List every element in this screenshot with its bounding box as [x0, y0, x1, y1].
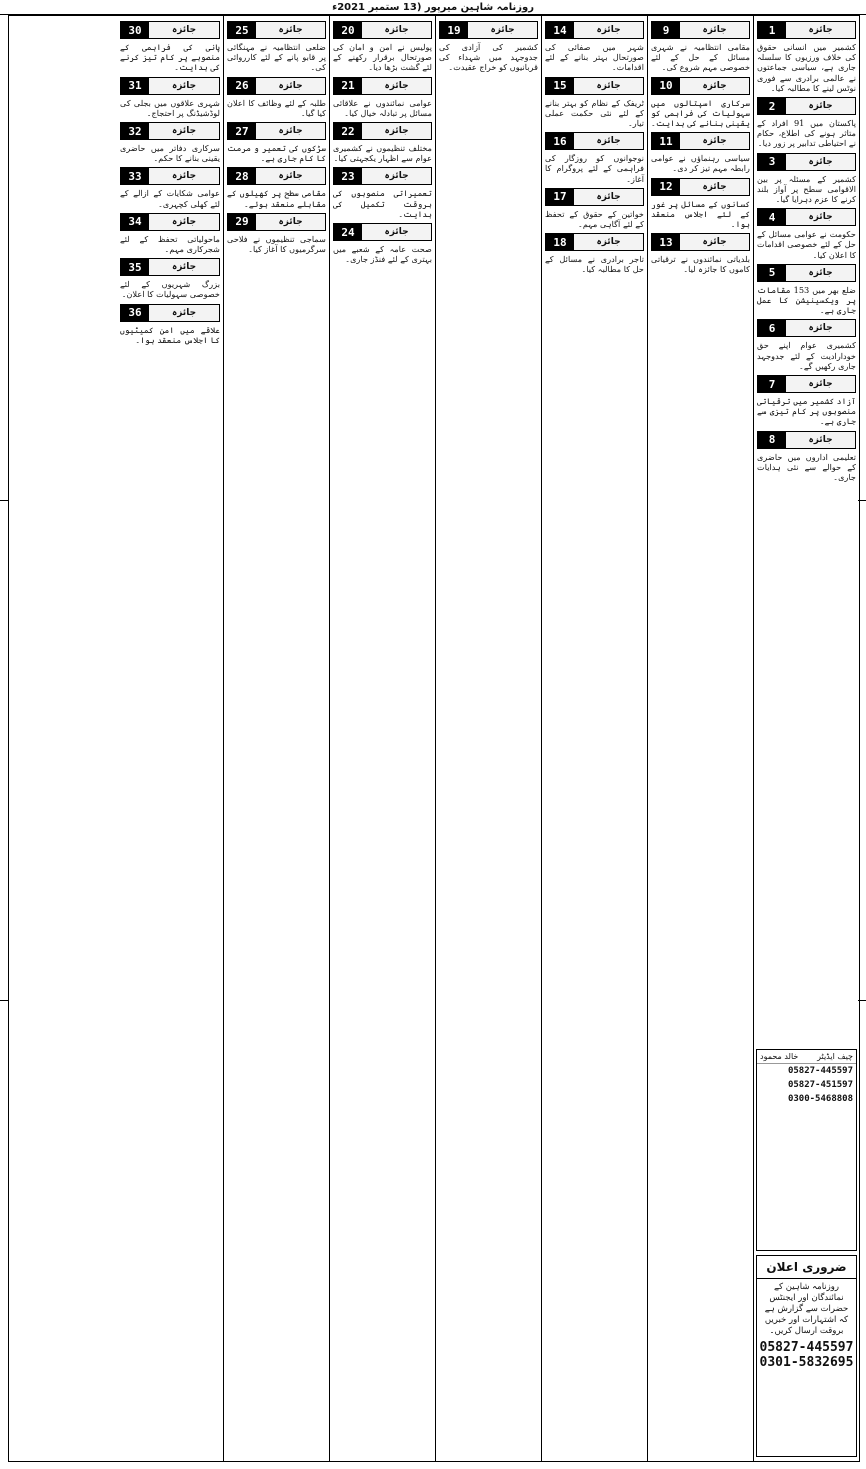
item-number: 4: [758, 209, 786, 225]
item-header: [333, 77, 432, 95]
item-text: کشمیری عوام اپنے حق خودارادیت کے لئے جدوجہد جاری رکھیں گے۔: [757, 340, 856, 371]
news-item: [227, 77, 326, 118]
item-text: سرکاری اسپتالوں میں سہولیات کی فراہمی کو یقینی بنانے کی ہدایت۔: [651, 97, 750, 129]
item-text: تاجر برادری نے مسائل کے حل کا مطالبہ کیا۔: [545, 254, 644, 275]
crop-mark: [858, 1000, 866, 1001]
item-number: 14: [546, 22, 574, 38]
news-item: [757, 208, 856, 260]
item-text: کسانوں کے مسائل پر غور کے لئے اجلاس منعقد ہوا۔: [651, 198, 750, 230]
news-item: [227, 213, 326, 254]
item-number: 36: [121, 305, 149, 321]
item-text: نوجوانوں کو روزگار کی فراہمی کے لئے پروگرام کا آغاز۔: [545, 153, 644, 184]
item-keyword: جائزہ: [171, 171, 197, 182]
item-keyword: جائزہ: [808, 156, 833, 167]
news-column: [223, 16, 329, 1461]
item-keyword: جائزہ: [384, 227, 409, 238]
item-keyword: جائزہ: [596, 237, 621, 248]
item-header: [227, 213, 326, 231]
news-item: [651, 132, 750, 173]
item-number: 32: [121, 123, 149, 139]
item-header: [757, 153, 856, 171]
item-keyword: جائزہ: [808, 323, 833, 334]
item-header: [651, 233, 750, 251]
news-item: [120, 213, 220, 254]
item-number: 18: [546, 234, 574, 250]
item-header: [545, 21, 644, 39]
item-keyword: جائزہ: [808, 212, 833, 223]
news-item: [120, 122, 220, 163]
item-text: صحت عامہ کے شعبے میں بہتری کے لئے فنڈز جاری۔: [333, 244, 432, 265]
item-keyword: جائزہ: [702, 80, 727, 91]
item-number: 10: [652, 78, 680, 94]
news-item: [333, 167, 432, 219]
news-item: [651, 233, 750, 274]
news-item: [545, 233, 644, 274]
item-header: [120, 21, 220, 39]
item-header: [333, 223, 432, 241]
item-keyword: جائزہ: [278, 126, 303, 137]
item-header: [545, 132, 644, 150]
item-text: مقامی سطح پر کھیلوں کے مقابلے منعقد ہوئے۔: [227, 188, 326, 209]
item-text: ضلع بھر میں 153 مقامات پر ویکسینیشن کا عمل جاری ہے۔: [757, 284, 856, 316]
item-text: پانی کی فراہمی کے منصوبے پر کام تیز کرنے کی ہدایت۔: [120, 42, 220, 73]
announcement-box: [756, 1255, 857, 1457]
item-header: [227, 21, 326, 39]
item-keyword: جائزہ: [278, 216, 303, 227]
news-column: [329, 16, 435, 1461]
item-text: بلدیاتی نمائندوں نے ترقیاتی کاموں کا جائزہ لیا۔: [651, 254, 750, 275]
item-text: ضلعی انتظامیہ نے مہنگائی پر قابو پانے کے لئے کارروائی کی۔: [227, 42, 326, 73]
item-header: [120, 122, 220, 140]
item-number: 31: [121, 78, 149, 94]
item-text: مقامی انتظامیہ نے شہری مسائل کے حل کے لئے خصوصی مہم شروع کی۔: [651, 42, 750, 73]
item-keyword: جائزہ: [171, 80, 197, 91]
item-number: 16: [546, 133, 574, 149]
item-keyword: جائزہ: [278, 171, 303, 182]
item-header: [757, 21, 856, 39]
item-header: [651, 132, 750, 150]
news-item: [757, 375, 856, 427]
item-number: 25: [228, 22, 256, 38]
news-item: [120, 167, 220, 208]
item-text: عوامی شکایات کے ازالے کے لئے کھلی کچہری۔: [120, 188, 220, 209]
item-text: خواتین کے حقوق کے تحفظ کے لئے آگاہی مہم۔: [545, 208, 644, 230]
news-column: [753, 16, 859, 1461]
news-item: [227, 167, 326, 208]
staff-credits: [756, 1049, 857, 1251]
crop-mark: [858, 500, 866, 501]
item-text: کشمیر میں انسانی حقوق کی خلاف ورزیوں کا سلسلہ جاری ہے، سیاسی جماعتوں نے عالمی برادری سے فوری نوٹس لینے کا مطالبہ کیا۔: [757, 42, 856, 93]
item-keyword: جائزہ: [702, 181, 727, 192]
item-number: 9: [652, 22, 680, 38]
item-header: [545, 188, 644, 206]
item-keyword: جائزہ: [808, 379, 833, 390]
item-number: 34: [121, 214, 149, 230]
item-number: 13: [652, 234, 680, 250]
item-number: 8: [758, 432, 786, 448]
item-keyword: جائزہ: [171, 307, 197, 318]
item-number: 27: [228, 123, 256, 139]
item-text: حکومت نے عوامی مسائل کے حل کے لئے خصوصی اقدامات کا اعلان کیا۔: [757, 229, 856, 260]
item-header: [439, 21, 538, 39]
news-item: [227, 122, 326, 163]
news-item: [120, 21, 220, 73]
crop-mark: [0, 500, 8, 501]
item-number: 15: [546, 78, 574, 94]
item-number: 1: [758, 22, 786, 38]
news-item: [757, 431, 856, 483]
announcement-text: روزنامہ شاہین کے نمائندگان اور ایجنٹس حضرات سے گزارش ہے کہ اشتہارات اور خبریں بروقت ارسال کریں۔: [764, 1282, 849, 1336]
item-number: 33: [121, 168, 149, 184]
item-keyword: جائزہ: [278, 80, 303, 91]
item-number: 29: [228, 214, 256, 230]
news-item: [333, 223, 432, 264]
crop-mark: [0, 1000, 8, 1001]
phone-number: 05827-451597: [787, 1080, 853, 1090]
item-header: [651, 77, 750, 95]
item-keyword: جائزہ: [278, 25, 303, 35]
item-header: [757, 208, 856, 226]
news-column: [541, 16, 647, 1461]
item-keyword: جائزہ: [596, 80, 621, 91]
item-header: [120, 77, 220, 95]
news-item: [545, 21, 644, 73]
item-number: 21: [334, 78, 362, 94]
item-number: 22: [334, 123, 362, 139]
item-keyword: جائزہ: [702, 25, 727, 35]
item-keyword: جائزہ: [702, 237, 727, 248]
item-text: سیاسی رہنماؤں نے عوامی رابطہ مہم تیز کر دی۔: [651, 153, 750, 174]
item-number: 30: [121, 22, 149, 38]
item-text: طلبہ کے لئے وظائف کا اعلان کیا گیا۔: [227, 97, 326, 118]
item-keyword: جائزہ: [808, 267, 833, 278]
item-number: 5: [758, 265, 786, 281]
item-keyword: جائزہ: [171, 262, 197, 273]
news-item: [227, 21, 326, 73]
news-column: [647, 16, 753, 1461]
announcement-phone: 05827-445597: [759, 1340, 854, 1355]
item-text: شہر میں صفائی کی صورتحال بہتر بنانے کے لئے اقدامات۔: [545, 42, 644, 73]
item-text: تعمیراتی منصوبوں کی بروقت تکمیل کی ہدایت۔: [333, 188, 432, 219]
news-item: [120, 304, 220, 345]
item-keyword: جائزہ: [171, 126, 197, 137]
news-item: [333, 122, 432, 163]
item-number: 6: [758, 320, 786, 336]
item-header: [227, 77, 326, 95]
item-header: [651, 21, 750, 39]
item-header: [333, 122, 432, 140]
item-header: [120, 213, 220, 231]
item-keyword: جائزہ: [171, 25, 197, 35]
item-number: 17: [546, 189, 574, 205]
news-item: [757, 153, 856, 205]
item-text: سڑکوں کی تعمیر و مرمت کا کام جاری ہے۔: [227, 143, 326, 164]
announcement-title: ضروری اعلان: [757, 1256, 856, 1279]
item-text: سرکاری دفاتر میں حاضری یقینی بنانے کا حکم۔: [120, 143, 220, 164]
item-keyword: جائزہ: [596, 191, 621, 202]
item-keyword: جائزہ: [702, 136, 727, 147]
item-text: عوامی نمائندوں نے علاقائی مسائل پر تبادلہ خیال کیا۔: [333, 97, 432, 118]
item-number: 7: [758, 376, 786, 392]
news-item: [651, 21, 750, 73]
item-keyword: جائزہ: [171, 216, 197, 227]
item-header: [120, 167, 220, 185]
item-text: کشمیر کے مسئلہ پر بین الاقوامی سطح پر آواز بلند کرنے کا عزم دہرایا گیا۔: [757, 173, 856, 205]
item-keyword: جائزہ: [490, 25, 515, 35]
item-number: 24: [334, 224, 362, 240]
item-number: 23: [334, 168, 362, 184]
editor-name: خالد محمود: [760, 1052, 799, 1061]
item-keyword: جائزہ: [596, 25, 621, 35]
newspaper-page: [8, 15, 860, 1462]
item-header: [757, 375, 856, 393]
item-keyword: جائزہ: [808, 25, 833, 35]
item-number: 11: [652, 133, 680, 149]
item-header: [757, 97, 856, 115]
news-item: [545, 132, 644, 184]
item-text: تعلیمی اداروں میں حاضری کے حوالے سے نئی ہدایات جاری۔: [757, 451, 856, 483]
item-text: آزاد کشمیر میں ترقیاتی منصوبوں پر کام تیزی سے جاری ہے۔: [757, 396, 856, 427]
item-text: مختلف تنظیموں نے کشمیری عوام سے اظہار یکجہتی کیا۔: [333, 143, 432, 164]
item-text: علاقے میں امن کمیٹیوں کا اجلاس منعقد ہوا۔: [120, 324, 220, 345]
item-header: [545, 233, 644, 251]
item-text: کشمیر کی آزادی کی جدوجہد میں شہداء کی قربانیوں کو خراج عقیدت۔: [439, 42, 538, 73]
item-text: بزرگ شہریوں کے لئے خصوصی سہولیات کا اعلان۔: [120, 279, 220, 300]
item-text: سماجی تنظیموں نے فلاحی سرگرمیوں کا آغاز کیا۔: [227, 233, 326, 255]
phone-number: 0300-5468808: [787, 1094, 853, 1104]
item-header: [333, 167, 432, 185]
item-header: [227, 167, 326, 185]
item-number: 3: [758, 154, 786, 170]
news-item: [120, 77, 220, 118]
announcement-phone: 0301-5832695: [759, 1355, 854, 1370]
item-number: 12: [652, 179, 680, 195]
news-item: [545, 188, 644, 229]
item-header: [120, 304, 220, 322]
item-keyword: جائزہ: [808, 101, 833, 112]
item-number: 35: [121, 259, 149, 275]
item-header: [757, 264, 856, 282]
item-keyword: جائزہ: [384, 171, 409, 182]
item-header: [333, 21, 432, 39]
phone-number: 05827-445597: [787, 1066, 853, 1076]
item-header: [757, 319, 856, 337]
news-column: [117, 16, 223, 1461]
news-item: [757, 97, 856, 149]
news-item: [545, 77, 644, 129]
item-text: پولیس نے امن و امان کی صورتحال برقرار رکھنے کے لئے گشت بڑھا دیا۔: [333, 42, 432, 73]
item-keyword: جائزہ: [384, 126, 409, 137]
news-item: [651, 77, 750, 129]
news-item: [651, 178, 750, 230]
item-keyword: جائزہ: [808, 434, 833, 445]
news-item: [120, 258, 220, 299]
item-number: 19: [440, 22, 468, 38]
item-header: [545, 77, 644, 95]
item-number: 26: [228, 78, 256, 94]
news-item: [333, 77, 432, 118]
editor-label: چیف ایڈیٹر: [817, 1052, 853, 1061]
item-number: 20: [334, 22, 362, 38]
news-item: [333, 21, 432, 73]
item-keyword: جائزہ: [384, 25, 409, 35]
item-keyword: جائزہ: [384, 80, 409, 91]
item-number: 28: [228, 168, 256, 184]
item-text: شہری علاقوں میں بجلی کی لوڈشیڈنگ پر احتجاج۔: [120, 97, 220, 118]
item-header: [227, 122, 326, 140]
item-number: 2: [758, 98, 786, 114]
item-header: [651, 178, 750, 196]
item-text: ماحولیاتی تحفظ کے لئے شجرکاری مہم۔: [120, 233, 220, 255]
item-header: [120, 258, 220, 276]
news-item: [757, 319, 856, 371]
masthead: روزنامہ شاہین میرپور (13 ستمبر 2021ء: [0, 0, 866, 15]
item-keyword: جائزہ: [596, 136, 621, 147]
news-column: [435, 16, 541, 1461]
news-item: [439, 21, 538, 73]
item-header: [757, 431, 856, 449]
news-item: [757, 264, 856, 316]
item-text: ٹریفک کے نظام کو بہتر بنانے کے لئے نئی حکمت عملی تیار۔: [545, 97, 644, 129]
item-text: پاکستان میں 91 افراد کے متاثر ہونے کی اطلاع، حکام نے احتیاطی تدابیر پر زور دیا۔: [757, 118, 857, 149]
news-item: [757, 21, 856, 93]
